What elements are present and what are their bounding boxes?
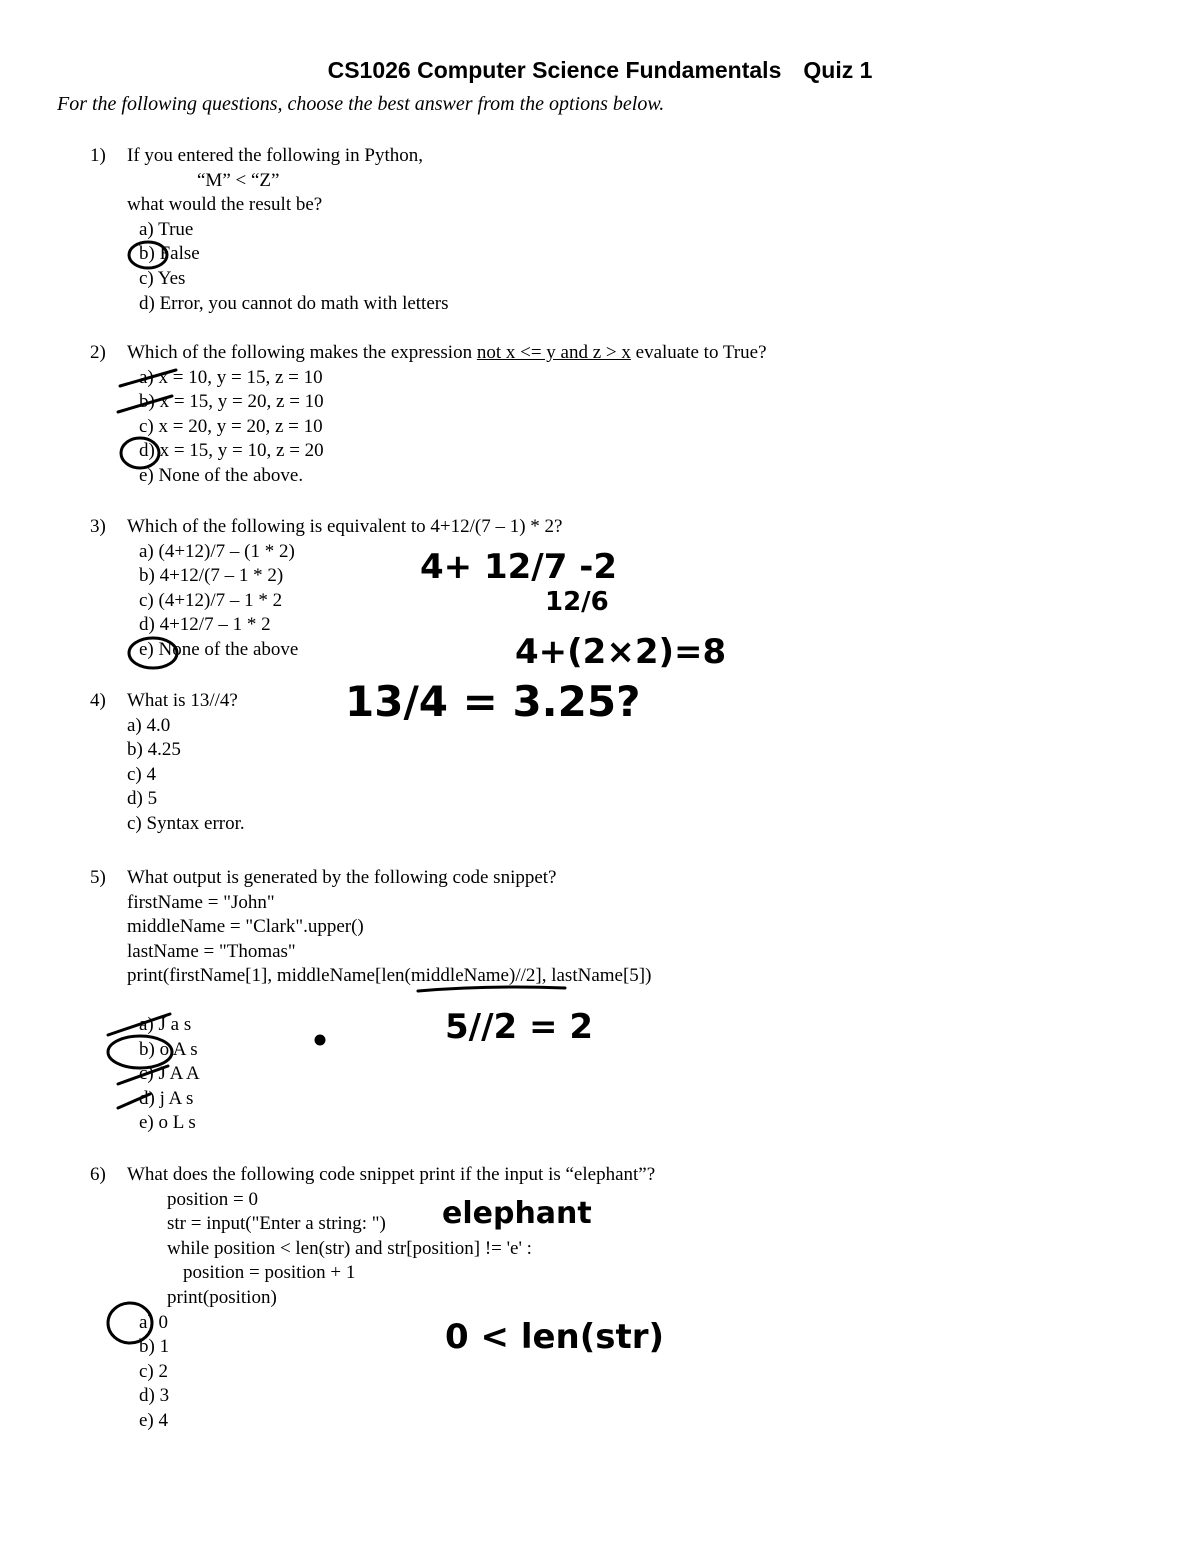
code-line: position = position + 1	[183, 1262, 356, 1284]
option-c[interactable]: c) x = 20, y = 20, z = 10	[139, 415, 323, 437]
code-line: middleName = "Clark".upper()	[127, 916, 364, 938]
question-prompt	[127, 341, 1140, 366]
code-text: print(firstName[1], middleName[	[127, 965, 382, 987]
question-prompt: If you entered the following in Python,	[127, 145, 424, 166]
code-line: “M” < “Z”	[197, 169, 280, 191]
question-prompt: What does the following code snippet print if the input is “elephant”?	[127, 1164, 656, 1185]
option-e[interactable]: e) None of the above.	[139, 464, 304, 486]
code-line: while position < len(str) and str[position] != 'e' :	[167, 1237, 532, 1259]
question-number: 6)	[90, 1164, 106, 1185]
question-6	[90, 1163, 1140, 1434]
option-a[interactable]: a) 4.0	[127, 714, 171, 736]
option-e[interactable]: e) o L s	[139, 1112, 196, 1134]
option-b[interactable]: b) 1	[139, 1336, 170, 1358]
page-title	[0, 58, 1200, 83]
option-d[interactable]: d) 5	[127, 788, 158, 810]
option-b[interactable]: b) x = 15, y = 20, z = 10	[139, 391, 324, 413]
option-b[interactable]: b) 4.25	[127, 739, 181, 761]
question-number: 5)	[90, 867, 106, 888]
option-c[interactable]: c) 4	[127, 763, 157, 785]
code-underlined: len(middleName)	[381, 965, 516, 987]
prompt-text: Which of the following makes the expression	[127, 342, 477, 363]
option-c[interactable]: c) J A A	[139, 1063, 200, 1085]
option-e[interactable]: c) Syntax error.	[127, 812, 245, 834]
question-number: 4)	[90, 690, 106, 711]
option-b[interactable]: b) False	[139, 243, 200, 265]
handwritten-note-q3-line1: 4+ 12/7 -2	[420, 547, 617, 587]
handwritten-note-q4: 13/4 = 3.25?	[345, 677, 641, 726]
option-a[interactable]: a) x = 10, y = 15, z = 10	[139, 366, 323, 388]
option-d[interactable]: d) x = 15, y = 10, z = 20	[139, 440, 324, 462]
question-number: 1)	[90, 145, 106, 166]
course-title: CS1026 Computer Science Fundamentals	[327, 57, 782, 83]
code-line: lastName = "Thomas"	[127, 940, 296, 962]
option-e[interactable]: e) None of the above	[139, 638, 299, 660]
option-c[interactable]: c) 2	[139, 1360, 169, 1382]
handwritten-note-q6: 0 < len(str)	[445, 1317, 665, 1357]
option-a[interactable]: a) 0	[139, 1311, 169, 1333]
option-c[interactable]: c) Yes	[139, 267, 186, 289]
prompt-expression: not x <= y and z > x	[476, 342, 631, 363]
code-line: print(position)	[167, 1286, 277, 1308]
question-2	[90, 341, 1140, 489]
code-line: firstName = "John"	[127, 891, 275, 913]
handwritten-note-q5: 5//2 = 2	[445, 1007, 593, 1047]
question-5	[90, 866, 1140, 989]
question-prompt: What is 13//4?	[127, 690, 238, 711]
code-line	[127, 964, 1140, 989]
option-d[interactable]: d) 4+12/7 – 1 * 2	[139, 614, 271, 636]
option-b[interactable]: b) 4+12/(7 – 1 * 2)	[139, 565, 284, 587]
code-line: position = 0	[167, 1188, 258, 1210]
question-number: 3)	[90, 516, 106, 537]
prompt-text: evaluate to True?	[630, 342, 767, 363]
question-1	[90, 144, 1140, 316]
question-5-options	[90, 1007, 1140, 1136]
quiz-label: Quiz 1	[803, 57, 873, 83]
option-d[interactable]: d) Error, you cannot do math with letters	[139, 292, 449, 314]
option-a[interactable]: a) J a s	[139, 1014, 192, 1035]
question-prompt: Which of the following is equivalent to 4+12/(7 – 1) * 2?	[127, 516, 563, 537]
code-line: str = input("Enter a string: ")	[167, 1213, 386, 1235]
handwritten-note-q6-word: elephant	[442, 1196, 592, 1231]
handwritten-note-q3-line3: 4+(2×2)=8	[515, 632, 727, 672]
question-prompt: what would the result be?	[127, 194, 323, 216]
option-b[interactable]: b) o A s	[139, 1038, 198, 1060]
code-text: //2], lastName[5])	[515, 965, 652, 987]
option-d[interactable]: d) j A s	[139, 1087, 194, 1109]
instructions: For the following questions, choose the best answer from the options below.	[57, 93, 665, 115]
option-d[interactable]: d) 3	[139, 1385, 170, 1407]
option-e[interactable]: e) 4	[139, 1409, 169, 1431]
question-number: 2)	[90, 342, 106, 363]
option-a[interactable]: a) True	[139, 218, 194, 240]
question-prompt: What output is generated by the following code snippet?	[127, 867, 557, 888]
handwritten-note-q3-line2: 12/6	[545, 587, 609, 617]
option-a[interactable]: a) (4+12)/7 – (1 * 2)	[139, 540, 295, 562]
option-c[interactable]: c) (4+12)/7 – 1 * 2	[139, 589, 283, 611]
